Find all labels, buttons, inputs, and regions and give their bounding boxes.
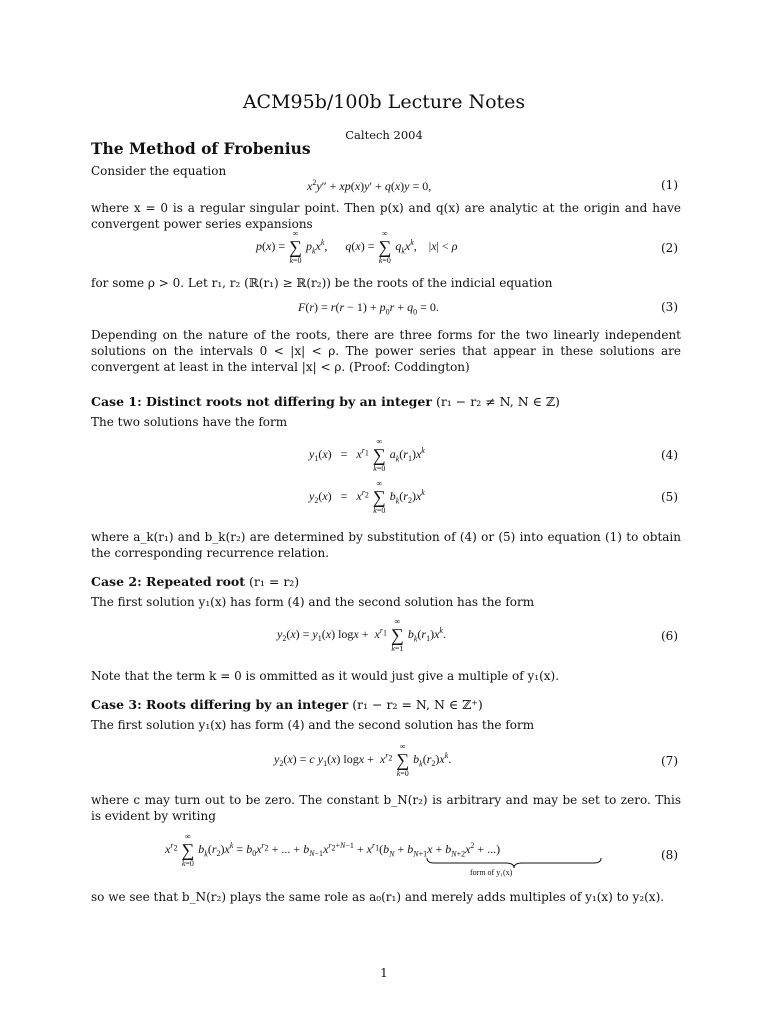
- case-3-final: so we see that b_N(r₂) plays the same role as a₀(r₁) and merely adds multiples of y₁(x) to y₂(x).: [91, 890, 665, 904]
- paragraph-intro: Consider the equation: [91, 164, 227, 178]
- underbrace-label: form of y₁(x): [470, 868, 513, 877]
- document-subtitle: Caltech 2004: [345, 128, 423, 142]
- paragraph-regular-singular: where x = 0 is a regular singular point. Then p(x) and q(x) are analytic at the origin and have convergent power series expansions: [91, 201, 681, 231]
- equation-1-number: (1): [661, 178, 678, 192]
- page-number: 1: [380, 966, 388, 980]
- equation-6-number: (6): [661, 629, 678, 643]
- case-2-title: Case 2: Repeated root: [91, 574, 246, 589]
- equation-8-number: (8): [661, 848, 678, 862]
- equation-6: $y_2(x) = y_1(x) \log x + x^{r_1}$ ∞ ∑ k=1 $b_k(r_1)x^k$.: [277, 617, 446, 653]
- paragraph-forms: Depending on the nature of the roots, there are three forms for the two linearly independent solutions on the intervals 0 < |x| < ρ. The power series that appear in these solutions are convergent at least in the interval |x| < ρ. (Proof: Coddington): [91, 328, 681, 374]
- case-2-condition: (r₁ = r₂): [249, 574, 300, 589]
- equation-8-braced-term: $x^{r_1}(b_N + b_{N+1}x + b_{N+2}x^2$ + ...): [366, 840, 501, 859]
- equation-4-number: (4): [661, 448, 678, 462]
- paragraph-indicial: for some ρ > 0. Let r₁, r₂ (ℝ(r₁) ≥ ℝ(r₂)) be the roots of the indicial equation: [91, 276, 553, 290]
- case-3-condition: (r₁ − r₂ = N, N ∈ ℤ⁺): [352, 697, 483, 712]
- equation-2-number: (2): [661, 241, 678, 255]
- equation-2: p(x) = ∞ ∑ k=0 $p_kx^k$, q(x) = ∞ ∑ k=0 $q_kx^k$, |x| < ρ: [256, 229, 458, 265]
- case-1-after: where a_k(r₁) and b_k(r₂) are determined by substitution of (4) or (5) into equation (1) to obtain the corresponding recurrence relation.: [91, 530, 681, 560]
- underbrace: [426, 857, 602, 869]
- case-1-title: Case 1: Distinct roots not differing by an integer: [91, 394, 432, 409]
- equation-1: $x^2y'' + xp(x)y' + q(x)y = 0$,: [307, 178, 432, 193]
- equation-5-number: (5): [661, 490, 678, 504]
- equation-8: $x^{r_2}$ ∞ ∑ k=0 $b_k(r_2)x^k = b_0x^{r_2}$ + ... + $b_{N-1}x^{r_2+N-1} + x^{r_1}(b_N + b_{N+1}x + b_{N+2}x^2$ + ...): [165, 832, 501, 868]
- equation-5: $y_2(x) = x^{r_2}$ ∞ ∑ k=0 $b_k(r_2)x^k$: [309, 479, 425, 515]
- equation-3-number: (3): [661, 300, 678, 314]
- case-1-intro: The two solutions have the form: [91, 415, 288, 429]
- equation-4: $y_1(x) = x^{r_1}$ ∞ ∑ k=0 $a_k(r_1)x^k$: [309, 437, 425, 473]
- case-3-intro: The first solution y₁(x) has form (4) and the second solution has the form: [91, 718, 535, 732]
- case-1-heading: [91, 394, 560, 409]
- equation-7: $y_2(x) = c$ $y_1(x) \log x + x^{r_2}$ ∞ ∑ k=0 $b_k(r_2)x^k$.: [274, 742, 452, 778]
- case-3-title: Case 3: Roots differing by an integer: [91, 697, 349, 712]
- case-2-after: Note that the term k = 0 is ommitted as it would just give a multiple of y₁(x).: [91, 669, 560, 683]
- section-title: The Method of Frobenius: [91, 139, 311, 158]
- case-2-intro: The first solution y₁(x) has form (4) and the second solution has the form: [91, 595, 535, 609]
- case-3-after: where c may turn out to be zero. The constant b_N(r₂) is arbitrary and may be set to zero. This is evident by writing: [91, 793, 681, 823]
- document-title: ACM95b/100b Lecture Notes: [242, 91, 526, 113]
- case-1-condition: (r₁ − r₂ ≠ N, N ∈ ℤ): [435, 394, 560, 409]
- equation-7-number: (7): [661, 754, 678, 768]
- equation-3: $F(r) = r(r - 1) + p_0r + q_0 = 0$.: [298, 300, 439, 317]
- case-3-heading: [91, 697, 483, 712]
- case-2-heading: [91, 574, 299, 589]
